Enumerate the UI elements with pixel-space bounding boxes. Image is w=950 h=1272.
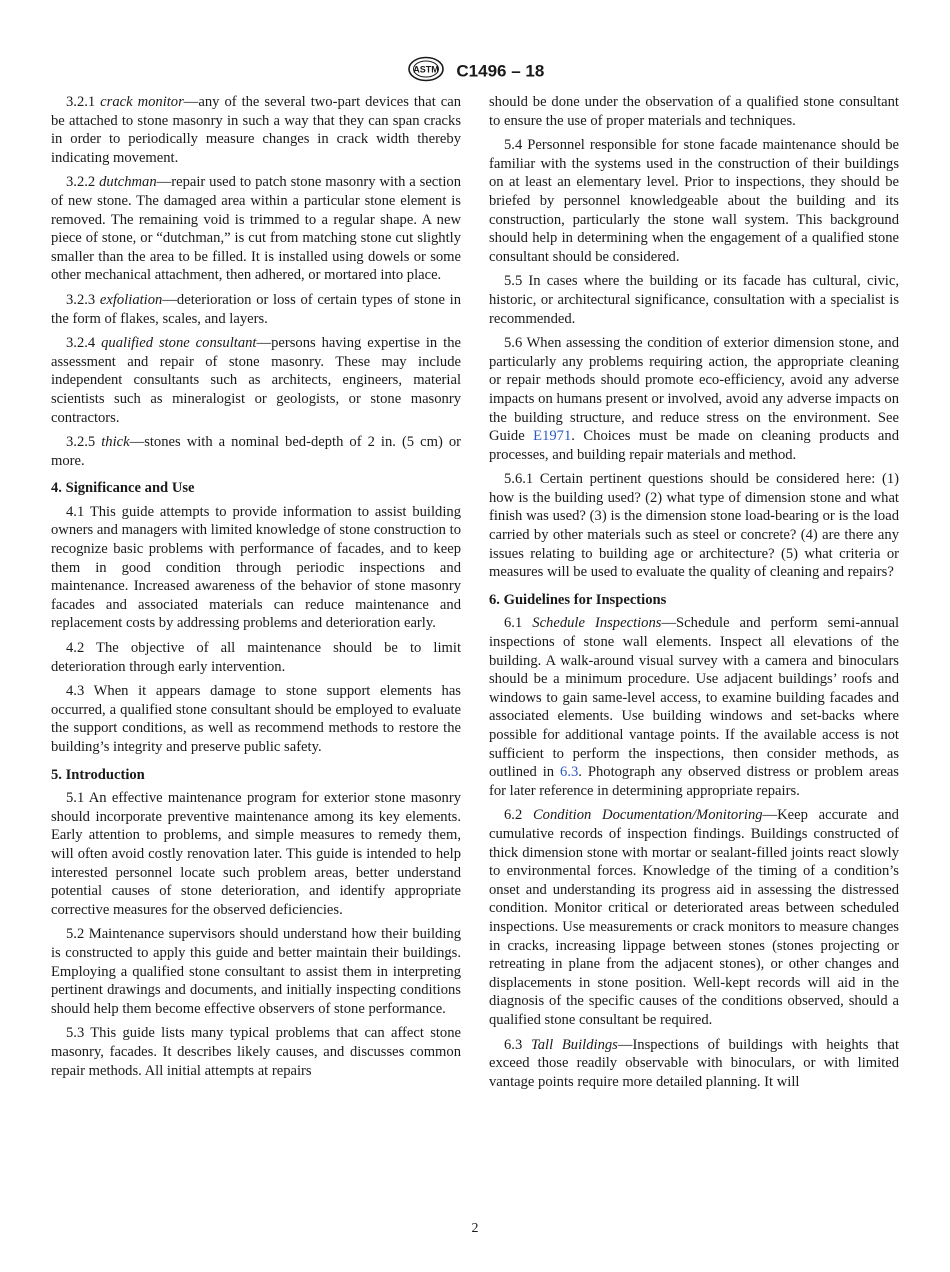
right-column — [489, 93, 899, 1097]
page-number: 2 — [471, 1221, 479, 1236]
paragraph-5-6: 5.6 When assessing the condition of exterior dimension stone, and particularly any problems requiring action, the appropriate cleaning or repair methods should promote eco-efficiency, avoid any adverse impacts on humans present or involved, avoid any adverse impacts on the building structure, and reduce stress on the environment. See Guide E1971. Choices must be made on cleaning products and processes, and building repair materials and method. — [489, 335, 899, 463]
section-heading-6: 6. Guidelines for Inspections — [489, 591, 667, 608]
paragraph-4-3: 4.3 When it appears damage to stone support elements has occurred, a qualified stone consultant should be employed to evaluate the support conditions, as well as recommend methods to restore the building’s integrity and preserve public safety. — [51, 683, 461, 755]
section-heading-4: 4. Significance and Use — [51, 480, 195, 497]
reference-link-6-3[interactable]: 6.3 — [560, 764, 579, 781]
paragraph-3-2-2: 3.2.2 dutchman—repair used to patch stone masonry with a section of new stone. The damaged area within a particular stone element is removed. The remaining void is trimmed to a regular shape. A new piece of stone, or “dutchman,” is cut from matching stone cut slightly smaller than the area to be filled. It is installed using dowels or some other mechanical attachment, then adhered, or mortared into place. — [51, 174, 461, 284]
page-header — [0, 56, 950, 87]
reference-link-e1971[interactable]: E1971 — [533, 428, 572, 445]
paragraph-5-4: 5.4 Personnel responsible for stone facade maintenance should be familiar with the systems used in the construction of their buildings on at least an elementary level. Prior to inspections, they should be briefed by personnel knowledgeable about the building and its construction, particularly the stone wall system. This background should help in determining when the engagement of a qualified stone consultant should be considered. — [489, 137, 899, 265]
paragraph-6-2: 6.2 Condition Documentation/Monitoring—Keep accurate and cumulative records of inspection findings. Buildings constructed of thick dimension stone with mortar or sealant-filled joints react slowly to environmental forces. Knowledge of the timing of a condition’s onset and understanding its progress aid in assessing the distressed condition. Monitor critical or deteriorated areas between scheduled inspections. Use measurements or crack monitors to measure changes in cracks, increasing lippage between stones (stones projecting or retreating in plane from the adjacent stones), or other changes and displacements in stone position. Well-kept records will aid in the diagnosis of the specific causes of the conditions observed, should a qualified stone consultant be required. — [489, 807, 899, 1028]
svg-text:ASTM: ASTM — [412, 64, 439, 75]
paragraph-3-2-1: 3.2.1 crack monitor—any of the several two-part devices that can be attached to stone masonry in such a way that they can span cracks in order to periodically measure changes in crack width thereby indicating movement. — [51, 94, 461, 166]
paragraph-5-5: 5.5 In cases where the building or its facade has cultural, civic, historic, or architectural significance, consultation with a specialist is recommended. — [489, 273, 899, 327]
paragraph-4-1: 4.1 This guide attempts to provide information to assist building owners and managers with limited knowledge of stone construction to recognize basic problems with performance of facades, and to keep them in good condition through periodic inspections and maintenance. Increased awareness of the behavior of stone masonry facades and associated materials can reduce maintenance and replacement costs by addressing problems and deterioration early. — [51, 503, 461, 632]
left-column — [51, 93, 461, 1086]
paragraph-5-3-continued: should be done under the observation of a qualified stone consultant to ensure the use of proper materials and techniques. — [489, 94, 899, 129]
paragraph-5-2: 5.2 Maintenance supervisors should understand how their building is constructed to apply this guide and better maintain their buildings. Employing a qualified stone consultant to assist them in interpreting pertinent drawings and documents, and initially inspecting conditions should help them become effective observers of stone performance. — [51, 926, 461, 1017]
astm-logo-icon — [406, 56, 446, 87]
paragraph-4-2: 4.2 The objective of all maintenance should be to limit deterioration through early intervention. — [51, 640, 461, 675]
paragraph-3-2-5: 3.2.5 thick—stones with a nominal bed-depth of 2 in. (5 cm) or more. — [51, 434, 461, 469]
paragraph-3-2-4: 3.2.4 qualified stone consultant—persons having expertise in the assessment and repair of stone masonry. These may include independent consultants such as architects, engineers, material scientists such as mineralogist or geologists, or stone masonry contractors. — [51, 335, 461, 426]
paragraph-3-2-3: 3.2.3 exfoliation—deterioration or loss of certain types of stone in the form of flakes, scales, and layers. — [51, 291, 461, 327]
paragraph-6-1: 6.1 Schedule Inspections—Schedule and perform semi-annual inspections of stone wall elements. Inspect all elevations of the building. A walk-around visual survey with a camera and binoculars should be a minimum procedure. Use adjacent buildings’ roofs and windows to gain same-level access, to examine building facades and associated elements. Use building windows and set-backs where possible for additional vantage points. If the available access is not sufficient to perform the inspections, then consider methods, as outlined in 6.3. Photograph any observed distress or problem areas for later reference in determining appropriate repairs. — [489, 615, 899, 799]
paragraph-5-1: 5.1 An effective maintenance program for exterior stone masonry should incorporate preventive maintenance among its key elements. Early attention to problems, and simple measures to remedy them, will often avoid costly renovation later. This guide is intended to help interested personnel locate such problem areas, better understand potential causes of stone deterioration, and identify appropriate corrective measures for the observed deficiencies. — [51, 790, 461, 918]
paragraph-6-3: 6.3 Tall Buildings—Inspections of buildings with heights that exceed those readily observable with binoculars, or with limited vantage points require more detailed planning. It will — [489, 1036, 899, 1090]
paragraph-5-3: 5.3 This guide lists many typical problems that can affect stone masonry, facades. It describes likely causes, and discusses common repair methods. All initial attempts at repairs — [51, 1025, 461, 1079]
document-code: C1496 – 18 — [456, 61, 545, 81]
section-heading-5: 5. Introduction — [51, 766, 145, 783]
paragraph-5-6-1: 5.6.1 Certain pertinent questions should be considered here: (1) how is the building used? (2) what type of dimension stone and what finish was used? (3) is the dimension stone load-bearing or is the load carried by other materials such as steel or concrete? (4) are there any issues relating to building age or architecture? (5) what criteria or measures will be used to evaluate the quality of cleaning and repairs? — [489, 471, 899, 581]
